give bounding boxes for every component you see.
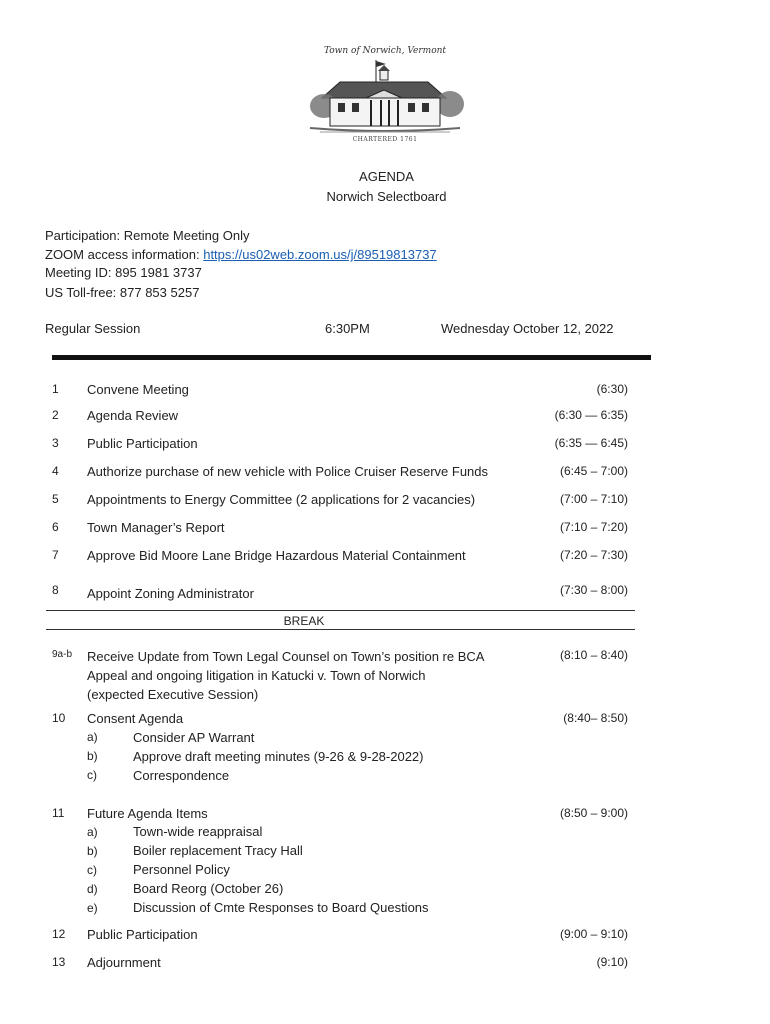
item-number: 13	[52, 955, 66, 969]
item-text-line-1: Receive Update from Town Legal Counsel on Town’s position re BCA	[87, 649, 485, 664]
item-text: Approve Bid Moore Lane Bridge Hazardous Material Containment	[87, 548, 466, 563]
session-date: Wednesday October 12, 2022	[441, 321, 614, 336]
item-text: Adjournment	[87, 955, 161, 970]
sub-item-text: Town-wide reappraisal	[133, 824, 263, 839]
seal-title: Town of Norwich, Vermont	[323, 46, 447, 56]
item-text: Appoint Zoning Administrator	[87, 586, 254, 601]
break-rule-bottom	[46, 629, 635, 630]
item-text: Public Participation	[87, 436, 198, 451]
session-label: Regular Session	[45, 321, 141, 336]
sub-item-letter: a)	[87, 825, 98, 839]
item-text: Future Agenda Items	[87, 806, 208, 821]
item-time: (8:50 – 9:00)	[559, 806, 628, 820]
item-time: (8:40– 8:50)	[563, 711, 628, 725]
seal-chartered: CHARTERED 1761	[352, 136, 418, 143]
item-text: Appointments to Energy Committee (2 applications for 2 vacancies)	[87, 492, 476, 507]
item-text: Public Participation	[87, 927, 198, 942]
sub-item-letter: c)	[87, 863, 97, 877]
zoom-label: ZOOM access information:	[45, 247, 204, 262]
sub-item-text: Correspondence	[133, 768, 230, 783]
item-time: (6:35 — 6:45)	[554, 436, 628, 450]
zoom-info	[45, 247, 437, 262]
sub-item-text: Approve draft meeting minutes (9-26 & 9-28-2022)	[133, 749, 424, 764]
item-number: 10	[52, 711, 66, 725]
item-text-line-2: Appeal and ongoing litigation in Katucki v. Town of Norwich	[87, 668, 426, 683]
item-text: Authorize purchase of new vehicle with Police Cruiser Reserve Funds	[87, 464, 489, 479]
item-number: 6	[52, 520, 59, 534]
item-time: (7:00 – 7:10)	[559, 492, 628, 506]
item-text-line-3: (expected Executive Session)	[87, 687, 259, 702]
item-number: 7	[52, 548, 59, 562]
item-number: 11	[52, 806, 65, 820]
break-label: BREAK	[283, 614, 325, 628]
meeting-id: Meeting ID: 895 1981 3737	[45, 265, 202, 280]
item-time: (7:20 – 7:30)	[559, 548, 628, 562]
sub-item-letter: b)	[87, 749, 98, 763]
item-time: (9:10)	[596, 955, 628, 969]
sub-item-letter: d)	[87, 882, 98, 896]
participation-line: Participation: Remote Meeting Only	[45, 228, 250, 243]
item-time: (6:30 — 6:35)	[554, 408, 628, 422]
item-time: (8:10 – 8:40)	[559, 648, 628, 662]
item-time: (9:00 – 9:10)	[559, 927, 628, 941]
sub-item-text: Board Reorg (October 26)	[133, 881, 284, 896]
item-number: 4	[52, 464, 59, 478]
item-number: 9a-b	[52, 649, 73, 660]
session-time: 6:30PM	[325, 321, 370, 336]
item-number: 3	[52, 436, 59, 450]
sub-item-text: Boiler replacement Tracy Hall	[133, 843, 303, 858]
item-time: (7:30 – 8:00)	[559, 583, 628, 597]
agenda-subtitle: Norwich Selectboard	[326, 189, 447, 204]
sub-item-text: Discussion of Cmte Responses to Board Questions	[133, 900, 429, 915]
agenda-title: AGENDA	[359, 169, 414, 184]
item-time: (6:30)	[596, 382, 628, 396]
break-rule-top	[46, 610, 635, 611]
sub-item-letter: e)	[87, 901, 98, 915]
sub-item-letter: b)	[87, 844, 98, 858]
item-number: 5	[52, 492, 59, 506]
sub-item-letter: a)	[87, 730, 98, 744]
toll-free: US Toll-free: 877 853 5257	[45, 285, 200, 300]
item-text: Town Manager’s Report	[87, 520, 225, 535]
item-time: (7:10 – 7:20)	[559, 520, 628, 534]
sub-item-letter: c)	[87, 768, 97, 782]
zoom-link[interactable]: https://us02web.zoom.us/j/89519813737	[203, 247, 437, 262]
item-number: 12	[52, 927, 66, 941]
item-time: (6:45 – 7:00)	[559, 464, 628, 478]
sub-item-text: Personnel Policy	[133, 862, 230, 877]
item-number: 8	[52, 583, 59, 597]
item-text: Agenda Review	[87, 408, 179, 423]
item-text: Consent Agenda	[87, 711, 184, 726]
town-seal	[300, 40, 470, 152]
item-number: 2	[52, 408, 59, 422]
header-divider	[52, 355, 651, 360]
sub-item-text: Consider AP Warrant	[133, 730, 255, 745]
item-number: 1	[52, 382, 59, 396]
item-text: Convene Meeting	[87, 382, 189, 397]
